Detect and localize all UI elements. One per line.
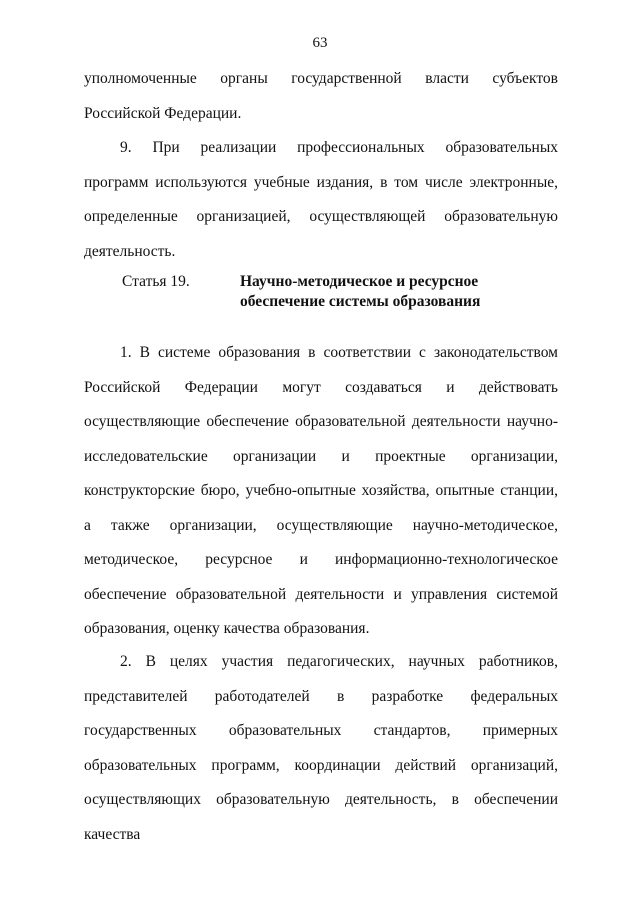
paragraph-continuation: уполномоченные органы государственной власти субъектов Российской Федерации. <box>84 70 558 122</box>
page-number: 63 <box>312 35 328 51</box>
article-label: Статья 19. <box>122 273 190 290</box>
article-paragraph-2: 2. В целях участия педагогических, научных работников, представителей работодателей в разработке федеральных государственных образовательных стандартов, примерных образовательных программ, координации действий организаций, осуществляющих образовательную деятельность, в обеспечении качества <box>84 653 558 843</box>
article-paragraph-1: 1. В системе образования в соответствии с законодательством Российской Федерации могут создаваться и действовать осуществляющие обеспечение образовательной деятельности научно-исследовательские организации и проектные организации, конструкторские бюро, учебно-опытные хозяйства, опытные станции, а также организации, осуществляющие научно-методическое, методическое, ресурсное и информационно-технологическое обеспечение образовательной деятельности и управления системой образования, оценку качества образования. <box>84 344 558 637</box>
paragraph-9: 9. При реализации профессиональных образовательных программ используются учебные издания, в том числе электронные, определенные организацией, осуществляющей образовательную деятельность. <box>84 139 558 260</box>
article-title: Научно-методическое и ресурсное обеспечение системы образования <box>240 273 481 310</box>
